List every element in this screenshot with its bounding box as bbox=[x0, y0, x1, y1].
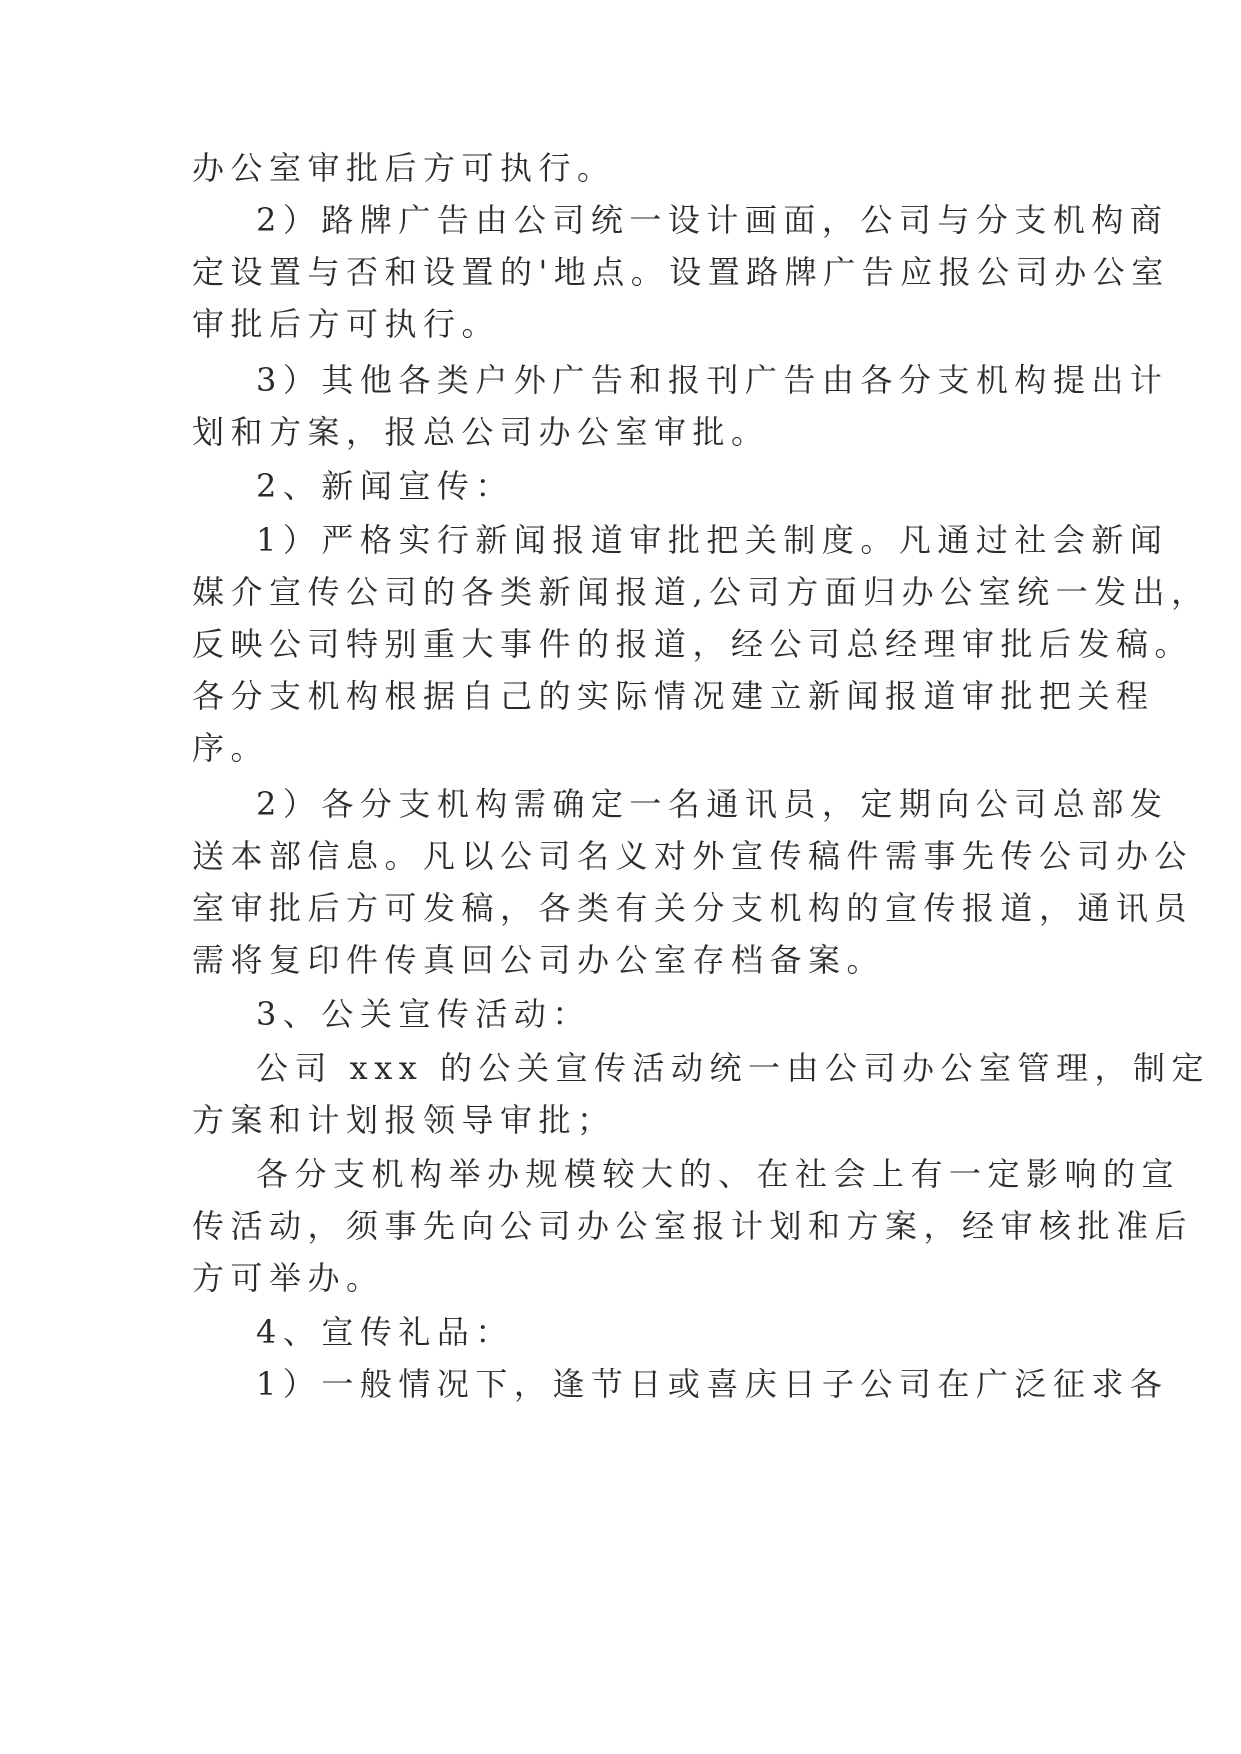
text-line: 方可举办。 bbox=[192, 1259, 385, 1297]
text-line: 反映公司特别重大事件的报道，经公司总经理审批后发稿。 bbox=[192, 625, 1194, 663]
text-line: 1）一般情况下，逢节日或喜庆日子公司在广泛征求各 bbox=[256, 1365, 1169, 1403]
text-line: 传活动，须事先向公司办公室报计划和方案，经审核批准后 bbox=[192, 1207, 1194, 1245]
text-line: 方案和计划报领导审批； bbox=[192, 1101, 616, 1139]
text-line: 序。 bbox=[192, 729, 270, 767]
text-line: 2）各分支机构需确定一名通讯员，定期向公司总部发 bbox=[256, 785, 1169, 823]
section-heading: 2、新闻宣传： bbox=[256, 467, 514, 505]
text-line: 划和方案，报总公司办公室审批。 bbox=[192, 413, 770, 451]
text-line: 室审批后方可发稿，各类有关分支机构的宣传报道，通讯员 bbox=[192, 889, 1194, 927]
text-line: 1）严格实行新闻报道审批把关制度。凡通过社会新闻 bbox=[256, 521, 1169, 559]
text-line: 媒介宣传公司的各类新闻报道,公司方面归办公室统一发出， bbox=[192, 573, 1210, 611]
section-heading: 4、宣传礼品： bbox=[256, 1313, 514, 1351]
text-line: 办公室审批后方可执行。 bbox=[192, 149, 616, 187]
text-line: 2）路牌广告由公司统一设计画面，公司与分支机构商 bbox=[256, 201, 1169, 239]
section-heading: 3、公关宣传活动： bbox=[256, 995, 591, 1033]
text-line: 审批后方可执行。 bbox=[192, 305, 501, 343]
text-line: 送本部信息。凡以公司名义对外宣传稿件需事先传公司办公 bbox=[192, 837, 1194, 875]
text-line: 定设置与否和设置的'地点。设置路牌广告应报公司办公室 bbox=[192, 253, 1170, 291]
text-line: 3）其他各类户外广告和报刊广告由各分支机构提出计 bbox=[256, 361, 1169, 399]
text-line: 需将复印件传真回公司办公室存档备案。 bbox=[192, 941, 886, 979]
text-line: 各分支机构根据自己的实际情况建立新闻报道审批把关程 bbox=[192, 677, 1155, 715]
text-line: 公司 xxx 的公关宣传活动统一由公司办公室管理，制定 bbox=[256, 1049, 1210, 1087]
text-line: 各分支机构举办规模较大的、在社会上有一定影响的宣 bbox=[256, 1155, 1181, 1193]
